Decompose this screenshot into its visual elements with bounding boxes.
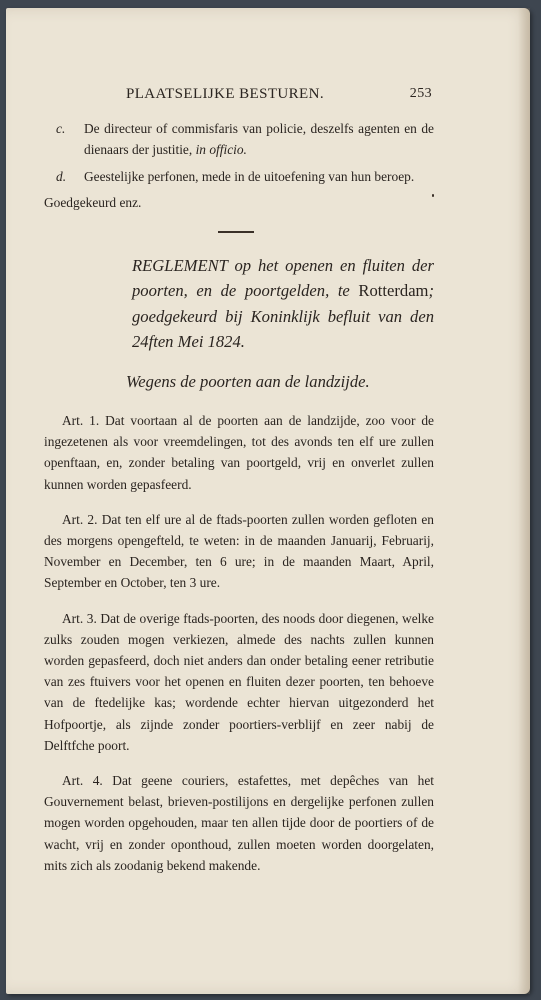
- article-label: Art. 1.: [62, 413, 100, 429]
- page-number: 253: [409, 86, 432, 101]
- item-mark: d.: [56, 169, 67, 185]
- item-text: De directeur of commisfaris van policie, deszelfs agenten en de dienaars der justitie,: [84, 121, 434, 158]
- article-text: Dat geene couriers, estafettes, met depêches van het Gouvernement belast, brieven-postilijons en dergelijke perfonen zullen mogen worden opgehouden, maar ten allen tijde door de poortiers of de wacht, vrij en zonder oponthoud, zullen moeten worden doorgelaten, mits zich als zoodanig bekend makende.: [44, 773, 434, 873]
- page-body: [44, 118, 434, 890]
- article-text: Dat ten elf ure al de ftads-poorten zullen worden gefloten en des morgens opengefteld, te weten: in de maanden Januarij, Februarij, November en December, ten 6 ure; in de maanden Maart, April, September en October, ten 3 ure.: [44, 511, 434, 591]
- header-title: PLAATSELIJKE BESTUREN.: [126, 86, 324, 102]
- article-label: Art. 4.: [62, 773, 103, 789]
- article-label: Art. 2.: [62, 511, 98, 527]
- item-text: Geestelijke perfonen, mede in de uitoefening van hun beroep.: [84, 169, 415, 185]
- article-4: [44, 770, 434, 876]
- article-3: [44, 608, 434, 756]
- article-text: Dat voortaan al de poorten aan de landzijde, zoo voor de ingezetenen als voor vreemdelingen, tot des avonds ten elf ure zullen openftaan, en, zonder betaling van poortgeld, vrij en onverlet zullen kunnen worden gepasfeerd.: [44, 413, 434, 492]
- article-text: Dat de overige ftads-poorten, des noods door diegenen, welke zulks zouden mogen verkiezen, almede des nachts zullen kunnen worden gepasfeerd, doch niet anders dan onder betaling eener retributie van zes ftuivers voor het openen en fluiten dezer poorten, ten behoeve van de ftedelijke kas; wordende echter hiervan uitgezonderd het Hofpoortje, als zijnde zonder poortiers-verblijf en zeer nabij de Delftfche poort.: [44, 610, 434, 753]
- section-heading: Wegens de poorten aan de landzijde.: [126, 371, 370, 391]
- list-item-d: [44, 166, 434, 187]
- item-italic-tail: in officio.: [195, 142, 247, 158]
- list-item-c: [44, 118, 434, 160]
- title-city: Rotterdam: [358, 281, 429, 301]
- title-part1: REGLEMENT op het openen en fluiten der poorten, en de poortgelden, te: [132, 255, 434, 301]
- item-mark: c.: [56, 121, 66, 136]
- title-part2: ; goedgekeurd bij Koninklijk befluit van den 24ften Mei 1824.: [132, 281, 434, 352]
- approved-line: Goedgekeurd enz.: [44, 194, 142, 210]
- article-label: Art. 3.: [62, 610, 97, 626]
- regulation-title: [44, 253, 434, 355]
- page-edge-shadow: [518, 8, 530, 994]
- article-2: [44, 509, 434, 594]
- running-header: [126, 86, 432, 103]
- section-divider: [218, 231, 254, 233]
- article-1: [44, 410, 434, 495]
